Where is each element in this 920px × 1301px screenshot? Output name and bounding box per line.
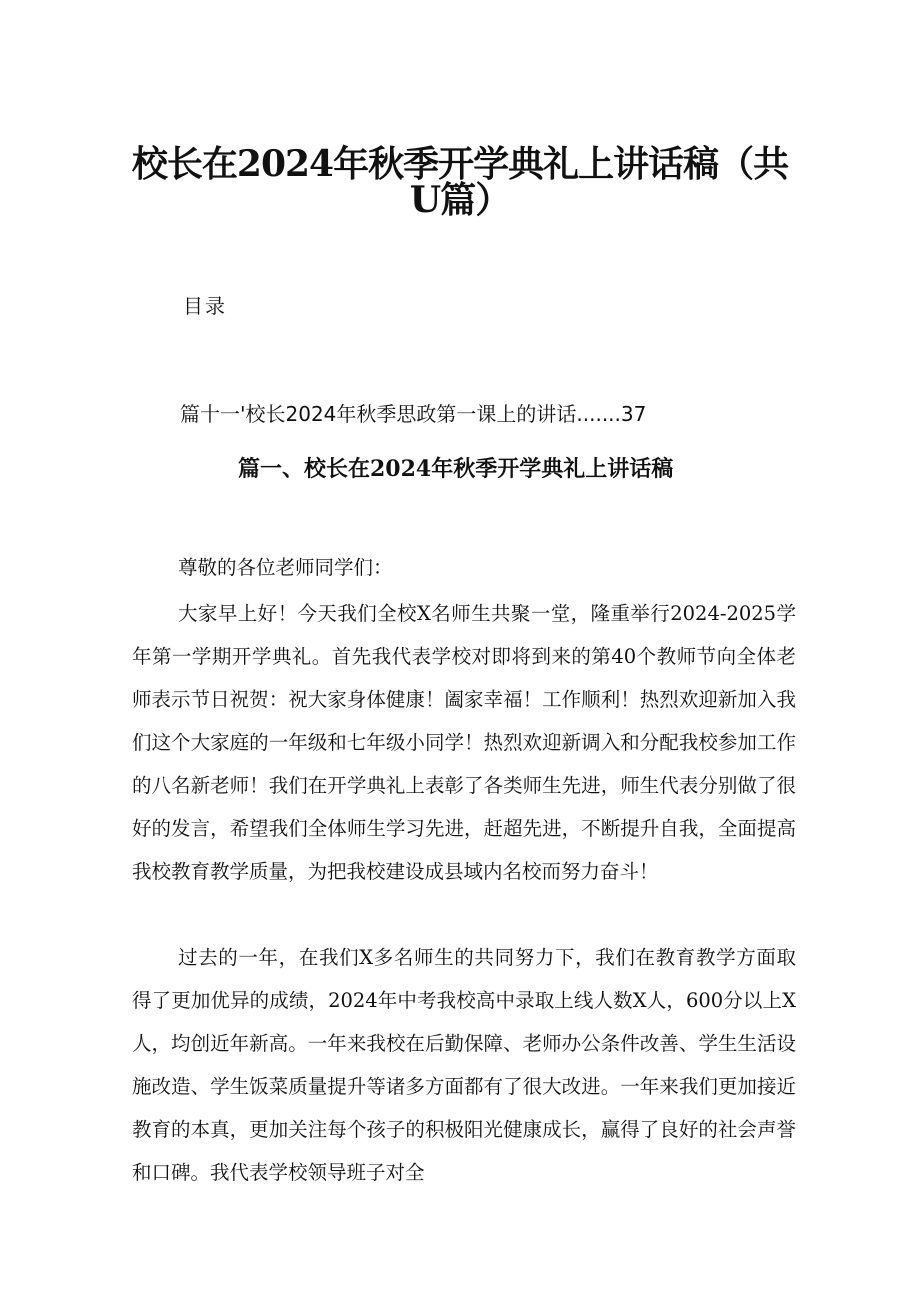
salutation: 尊敬的各位老师同学们： xyxy=(178,556,393,579)
section-heading: 篇一、校长在2024年秋季开学典礼上讲话稿 xyxy=(238,456,674,482)
toc-heading: 目录 xyxy=(183,294,227,318)
body-paragraph-2: 过去的一年，在我们X多名师生的共同努力下，我们在教育教学方面取得了更加优异的成绩，2024年中考我校高中录取上线人数X人，600分以上X人，均创近年新高。一年来我校在后勤保障、老师办公条件改善、学生生活设施改造、学生饭菜质量提升等诸多方面都有了很大改进。一年来我们更加接近教育的本真，更加关注每个孩子的积极阳光健康成长，赢得了良好的社会声誉和口碑。我代表学校领导班子对全 xyxy=(132,946,796,1184)
document-title-line-1: 校长在2024年秋季开学典礼上讲话稿（共 xyxy=(131,143,789,185)
body-paragraph-1: 大家早上好！今天我们全校X名师生共聚一堂，隆重举行2024-2025学年第一学期开学典礼。首先我代表学校对即将到来的第40个教师节向全体老师表示节日祝贺：祝大家身体健康！阖家幸福！工作顺利！热烈欢迎新加入我们这个大家庭的一年级和七年级小同学！热烈欢迎新调入和分配我校参加工作的八名新老师！我们在开学典礼上表彰了各类师生先进，师生代表分别做了很好的发言，希望我们全体师生学习先进，赶超先进，不断提升自我，全面提高我校教育教学质量，为把我校建设成县域内名校而努力奋斗！ xyxy=(132,602,796,883)
document-title-line-2: U篇） xyxy=(409,179,511,221)
toc-entry: 篇十一'校长2024年秋季思政第一课上的讲话.......37 xyxy=(180,402,647,426)
